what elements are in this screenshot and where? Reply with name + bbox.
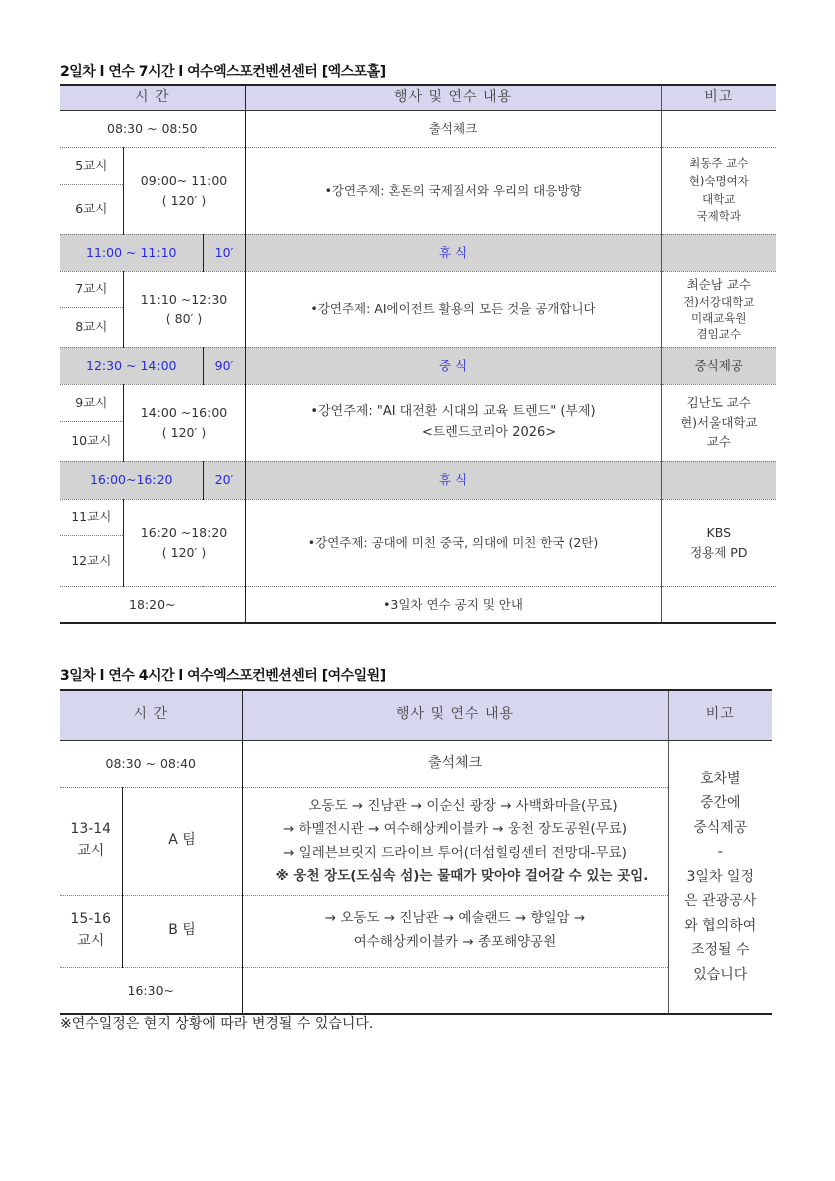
- checkin-time: 08:30 ~ 08:40: [60, 740, 242, 787]
- note-line: 겸임교수: [696, 326, 741, 341]
- warning-text: ※ 웅천 장도(도심속 섬)는 물때가 맞아야 걸어갈 수 있는 곳임.: [275, 867, 649, 884]
- session-time-range: 16:20 ~18:20: [140, 525, 228, 541]
- period-label: 9교시: [60, 384, 123, 421]
- day3-note: [668, 740, 772, 1014]
- session-content: [245, 384, 661, 461]
- closing-row: [60, 967, 772, 1014]
- team-periods: [60, 787, 122, 895]
- header-note: 비고: [661, 85, 776, 110]
- session-note: [661, 147, 776, 234]
- session-row: [60, 147, 776, 184]
- period-label: 8교시: [60, 307, 123, 347]
- break-note: [661, 461, 776, 499]
- session-time: [123, 384, 245, 461]
- break-row: [60, 347, 776, 384]
- checkin-content: 출석체크: [245, 110, 661, 147]
- checkin-row: [60, 110, 776, 147]
- period-line: 교시: [77, 933, 105, 949]
- closing-time: 16:30~: [60, 967, 242, 1014]
- day3-title: 3일차 l 연수 4시간 l 여수엑스포컨벤션센터 [여수일원]: [60, 668, 386, 684]
- closing-row: [60, 586, 776, 623]
- note-line: KBS: [706, 525, 732, 541]
- period-label: 6교시: [60, 184, 123, 234]
- day2-schedule-table: [60, 84, 776, 624]
- break-label: 중 식: [245, 347, 661, 384]
- break-note: [661, 234, 776, 271]
- note-line: 와 협의하여: [684, 917, 757, 934]
- header-time: 시 간: [60, 690, 242, 740]
- period-label: 10교시: [60, 421, 123, 461]
- note-line: 최순남 교수: [686, 277, 751, 293]
- period-line: 13-14: [70, 821, 112, 838]
- day3-schedule-table: [60, 689, 772, 1015]
- closing-note: [661, 586, 776, 623]
- session-content: •강연주제: 혼돈의 국제질서와 우리의 대응방향: [245, 147, 661, 234]
- break-time: 11:00 ~ 11:10: [60, 234, 203, 271]
- header-content: 행사 및 연수 내용: [245, 85, 661, 110]
- session-content: •강연주제: 공대에 미친 중국, 의대에 미친 한국 (2탄): [245, 499, 661, 586]
- session-note: [661, 384, 776, 461]
- break-minutes: 90′: [203, 347, 245, 384]
- period-label: 5교시: [60, 147, 123, 184]
- session-note: [661, 499, 776, 586]
- header-content: 행사 및 연수 내용: [242, 690, 668, 740]
- note-line: 현)숙명여자: [688, 173, 749, 188]
- session-time-range: 14:00 ~16:00: [140, 405, 228, 421]
- period-label: 7교시: [60, 271, 123, 307]
- note-line: 최동주 교수: [689, 155, 749, 170]
- note-line: 김난도 교수: [686, 395, 751, 411]
- period-label: 11교시: [60, 499, 123, 535]
- session-duration: ( 120′ ): [161, 544, 207, 560]
- header-note: 비고: [668, 690, 772, 740]
- break-row: [60, 461, 776, 499]
- team-label: B 팀: [122, 895, 242, 967]
- period-line: 교시: [77, 843, 105, 859]
- session-row: [60, 271, 776, 307]
- session-row: [60, 499, 776, 535]
- note-line: 정용제 PD: [690, 544, 748, 560]
- route-line: → 오동도 → 진남관 → 예술랜드 → 향일암 →: [324, 910, 586, 927]
- break-time: 12:30 ~ 14:00: [60, 347, 203, 384]
- session-duration: ( 80′ ): [165, 311, 203, 326]
- note-line: 현)서울대학교: [680, 414, 758, 430]
- note-line: 중식제공: [693, 819, 748, 836]
- period-line: 15-16: [70, 911, 112, 928]
- session-note: [661, 271, 776, 347]
- session-subtitle: <트렌드코리아 2026>: [421, 424, 557, 440]
- break-note: 중식제공: [661, 347, 776, 384]
- note-line: 3일차 일정: [686, 868, 754, 885]
- note-line: 국제학과: [696, 209, 741, 224]
- footnote: ※연수일정은 현지 상황에 따라 변경될 수 있습니다.: [60, 1016, 374, 1032]
- session-time: [123, 147, 245, 234]
- team-label: A 팀: [122, 787, 242, 895]
- team-route: [242, 895, 668, 967]
- break-minutes: 10′: [203, 234, 245, 271]
- closing-content: •3일차 연수 공지 및 안내: [245, 586, 661, 623]
- note-line: 교수: [706, 434, 731, 450]
- break-label: 휴 식: [245, 461, 661, 499]
- note-line: 중간에: [699, 795, 741, 811]
- note-line: 미래교육원: [690, 310, 747, 325]
- route-line: 오동도 → 진남관 → 이순신 광장 → 사백화마을(무료): [308, 797, 618, 814]
- team-route: [242, 787, 668, 895]
- session-time: [123, 499, 245, 586]
- session-content: •강연주제: AI에이전트 활용의 모든 것을 공개합니다: [245, 271, 661, 347]
- team-row: [60, 895, 772, 967]
- session-duration: ( 120′ ): [161, 192, 207, 208]
- closing-time: 18:20~: [60, 586, 245, 623]
- period-label: 12교시: [60, 535, 123, 586]
- note-line: -: [717, 844, 723, 860]
- session-time: [123, 271, 245, 347]
- closing-content: [242, 967, 668, 1014]
- team-row: [60, 787, 772, 895]
- session-time-range: 09:00~ 11:00: [140, 173, 228, 189]
- header-time: 시 간: [60, 85, 245, 110]
- route-line: → 하멜전시관 → 여수해상케이블카 → 웅천 장도공원(무료): [282, 821, 628, 838]
- route-line: 여수해상케이블카 → 종포해양공원: [353, 934, 557, 950]
- checkin-row: [60, 740, 772, 787]
- session-time-range: 11:10 ~12:30: [140, 291, 228, 307]
- note-line: 은 관광공사: [684, 893, 757, 909]
- break-row: [60, 234, 776, 271]
- note-line: 호차별: [699, 770, 741, 787]
- day2-title: 2일차 l 연수 7시간 l 여수엑스포컨벤션센터 [엑스포홀]: [60, 64, 386, 80]
- note-line: 전)서강대학교: [683, 294, 755, 309]
- session-duration: ( 120′ ): [161, 424, 207, 440]
- route-line: → 일레븐브릿지 드라이브 투어(더섬힐링센터 전망대-무료): [283, 845, 627, 862]
- session-row: [60, 384, 776, 421]
- note-line: 있습니다: [693, 966, 748, 983]
- break-time: 16:00~16:20: [60, 461, 203, 499]
- note-line: 조정될 수: [690, 942, 750, 958]
- checkin-note: [661, 110, 776, 147]
- note-line: 대학교: [702, 191, 736, 206]
- checkin-content: 출석체크: [242, 740, 668, 787]
- break-label: 휴 식: [245, 234, 661, 271]
- session-topic: •강연주제: "AI 대전환 시대의 교육 트렌드" (부제): [310, 404, 596, 420]
- team-periods: [60, 895, 122, 967]
- checkin-time: 08:30 ~ 08:50: [60, 110, 245, 147]
- break-minutes: 20′: [203, 461, 245, 499]
